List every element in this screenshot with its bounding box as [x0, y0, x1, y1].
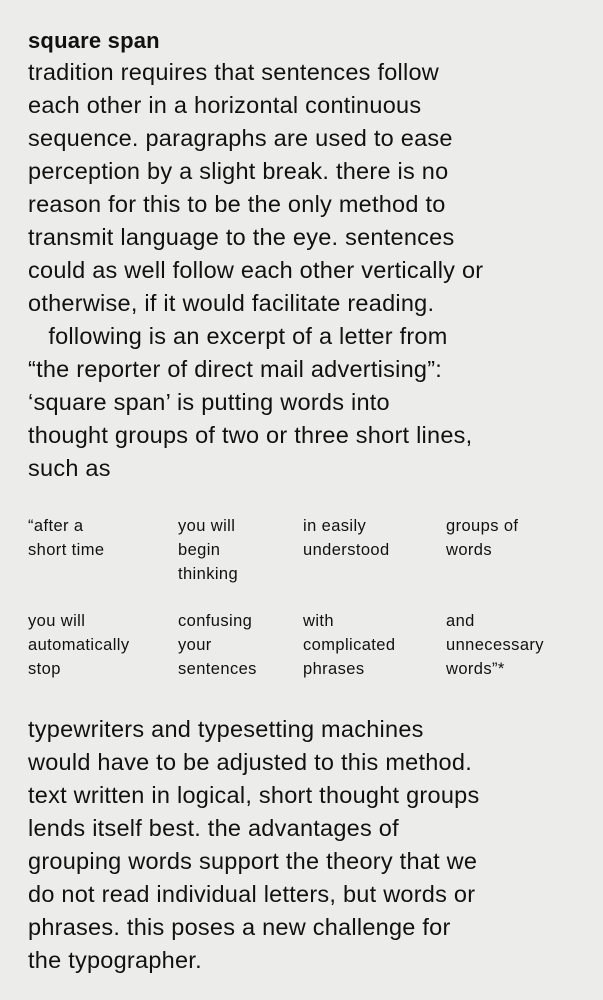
example-cell — [28, 514, 104, 562]
example-cell — [446, 609, 544, 681]
paragraph1-line: perception by a slight break. there is no — [28, 158, 449, 184]
example-cell-line: thinking — [178, 565, 239, 583]
example-cell-line: confusing — [178, 612, 253, 630]
example-cell-line: words — [446, 541, 493, 559]
example-cell-line: words”* — [446, 660, 505, 678]
example-cell-line: sentences — [178, 660, 257, 678]
paragraph1-line: each other in a horizontal continuous — [28, 92, 422, 118]
example-cell-line: groups of — [446, 517, 519, 535]
paragraph2-line: would have to be adjusted to this method. — [28, 749, 472, 775]
example-cell-line: phrases — [303, 660, 365, 678]
example-cell-line: complicated — [303, 636, 396, 654]
paragraph2-line: the typographer. — [28, 947, 202, 973]
paragraph1-line: sequence. paragraphs are used to ease — [28, 125, 453, 151]
example-cell-line: understood — [303, 541, 390, 559]
paragraph1-line: could as well follow each other vertically or — [28, 257, 484, 283]
document-title: square span — [28, 28, 160, 53]
example-cell-line: with — [303, 612, 334, 630]
example-cell — [446, 514, 518, 562]
paragraph1-line: tradition requires that sentences follow — [28, 59, 440, 85]
example-cell-line: in easily — [303, 517, 367, 535]
example-cell-line: you will — [178, 517, 236, 535]
paragraph1-line: thought groups of two or three short lines, — [28, 422, 473, 448]
paragraph1-line: transmit language to the eye. sentences — [28, 224, 455, 250]
paragraph2-line: text written in logical, short thought groups — [28, 782, 480, 808]
paragraph1-line: otherwise, if it would facilitate reading. — [28, 290, 435, 316]
paragraph2-line: typewriters and typesetting machines — [28, 716, 424, 742]
paragraph2-line: grouping words support the theory that we — [28, 848, 478, 874]
example-cell-line: short time — [28, 541, 105, 559]
example-cell — [303, 609, 395, 681]
paragraph1-line: reason for this to be the only method to — [28, 191, 446, 217]
example-cell-line: “after a — [28, 517, 84, 535]
example-cell-line: you will — [28, 612, 86, 630]
example-cell-line: your — [178, 636, 212, 654]
paragraph1-line: following is an excerpt of a letter from — [28, 323, 448, 349]
example-cell-line: begin — [178, 541, 221, 559]
example-cell-line: automatically — [28, 636, 130, 654]
paragraph2-line: phrases. this poses a new challenge for — [28, 914, 451, 940]
example-cell — [178, 609, 257, 681]
paragraph1-line: ‘square span’ is putting words into — [28, 389, 390, 415]
example-cell — [303, 514, 390, 562]
paragraph1-line: “the reporter of direct mail advertising”: — [28, 356, 443, 382]
example-cell — [28, 609, 130, 681]
paragraph1-line: such as — [28, 455, 111, 481]
example-cell-line: unnecessary — [446, 636, 544, 654]
paragraph2-line: do not read individual letters, but words or — [28, 881, 476, 907]
example-cell-line: stop — [28, 660, 61, 678]
example-cell — [178, 514, 238, 586]
example-cell-line: and — [446, 612, 475, 630]
paragraph2-line: lends itself best. the advantages of — [28, 815, 399, 841]
